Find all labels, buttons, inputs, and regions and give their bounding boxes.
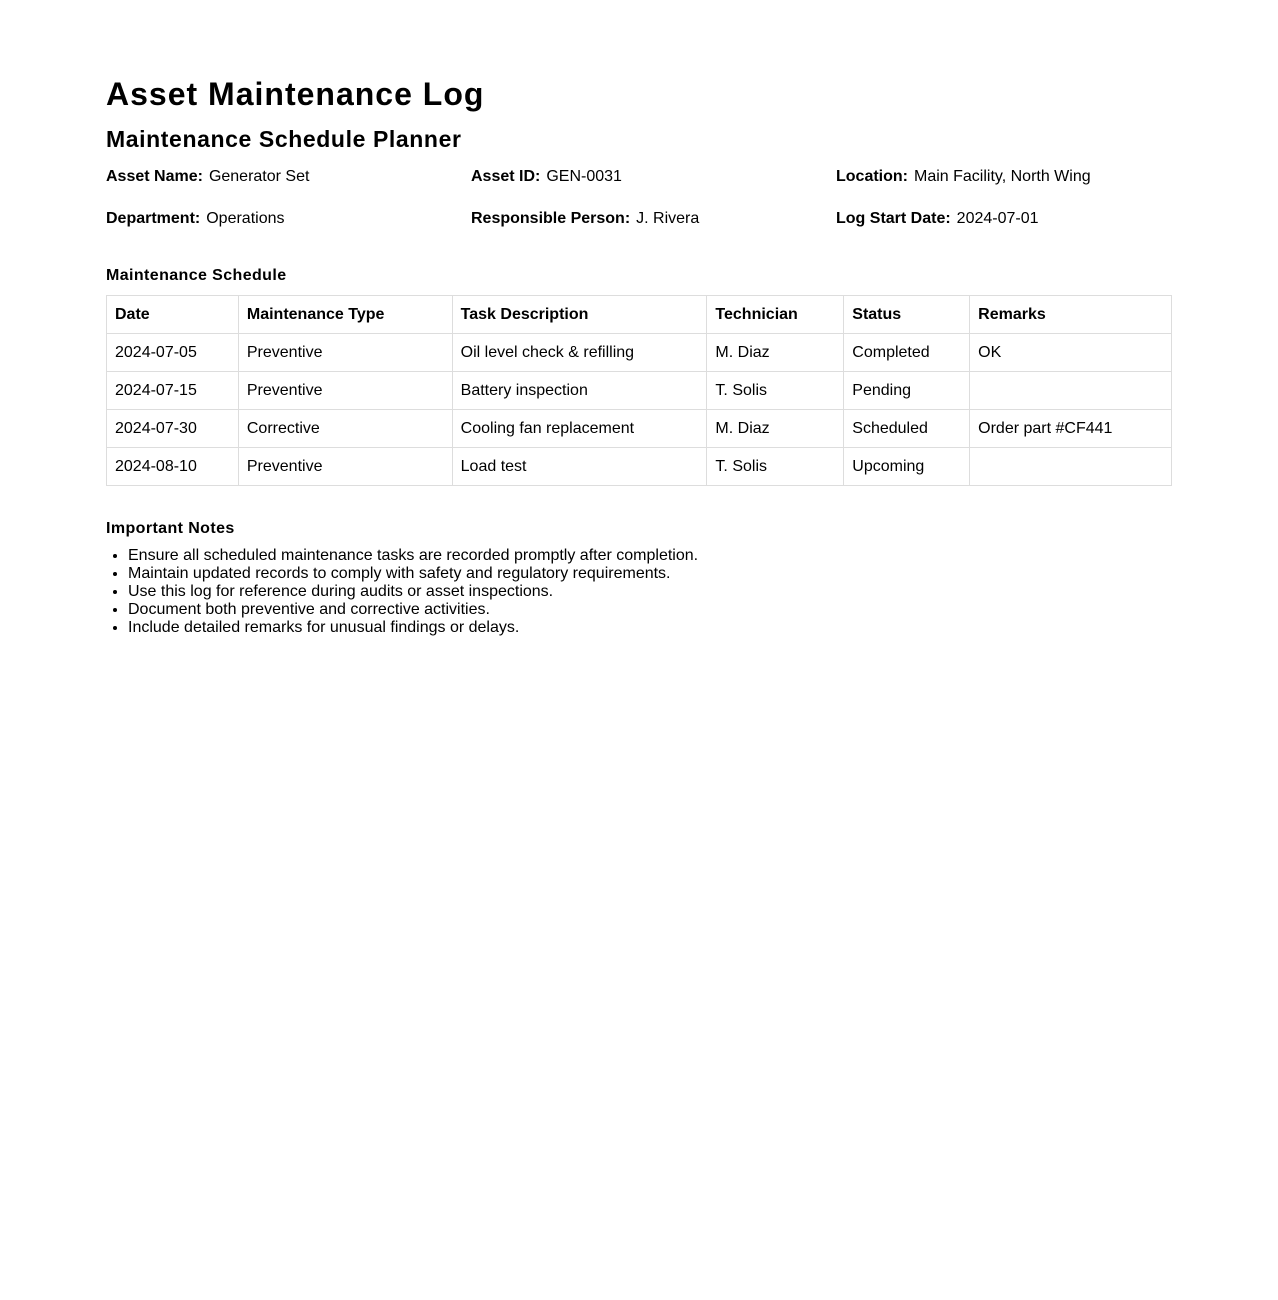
table-row xyxy=(107,334,1172,372)
meta-responsible-person xyxy=(471,208,836,230)
cell-maintenance-type: Corrective xyxy=(238,410,452,448)
cell-technician: T. Solis xyxy=(707,372,844,410)
table-header-row xyxy=(107,296,1172,334)
meta-label: Location: xyxy=(836,168,908,185)
maintenance-schedule-table xyxy=(106,295,1172,486)
meta-value: Operations xyxy=(206,210,285,227)
column-header-remarks: Remarks xyxy=(970,296,1172,334)
cell-maintenance-type: Preventive xyxy=(238,372,452,410)
document-title: Asset Maintenance Log xyxy=(106,76,485,112)
asset-info-grid xyxy=(106,166,1172,230)
column-header-date: Date xyxy=(107,296,239,334)
cell-date: 2024-07-05 xyxy=(107,334,239,372)
cell-task-description: Cooling fan replacement xyxy=(452,410,707,448)
cell-maintenance-type: Preventive xyxy=(238,334,452,372)
cell-technician: T. Solis xyxy=(707,448,844,486)
cell-maintenance-type: Preventive xyxy=(238,448,452,486)
list-item: • Document both preventive and corrective activities. xyxy=(128,601,1172,619)
meta-value: 2024-07-01 xyxy=(956,210,1039,227)
meta-label: Department: xyxy=(106,210,201,227)
column-header-status: Status xyxy=(844,296,970,334)
meta-location xyxy=(836,166,1172,188)
cell-date: 2024-07-15 xyxy=(107,372,239,410)
list-item: • Use this log for reference during audits or asset inspections. xyxy=(128,583,1172,601)
meta-value: J. Rivera xyxy=(636,210,700,227)
cell-remarks: OK xyxy=(970,334,1172,372)
meta-label: Log Start Date: xyxy=(836,210,951,227)
document-page xyxy=(0,0,1278,637)
table-row xyxy=(107,372,1172,410)
list-item: • Maintain updated records to comply with safety and regulatory requirements. xyxy=(128,565,1172,583)
column-header-technician: Technician xyxy=(707,296,844,334)
meta-label: Responsible Person: xyxy=(471,210,631,227)
meta-value: Generator Set xyxy=(208,168,310,185)
notes-section-title: Important Notes xyxy=(106,520,235,537)
list-item: • Ensure all scheduled maintenance tasks are recorded promptly after completion. xyxy=(128,547,1172,565)
meta-label: Asset ID: xyxy=(471,168,541,185)
notes-list xyxy=(106,547,1172,637)
cell-technician: M. Diaz xyxy=(707,334,844,372)
cell-task-description: Battery inspection xyxy=(452,372,707,410)
cell-task-description: Load test xyxy=(452,448,707,486)
column-header-task-description: Task Description xyxy=(452,296,707,334)
meta-asset-id xyxy=(471,166,836,188)
table-row xyxy=(107,410,1172,448)
meta-log-start-date xyxy=(836,208,1172,230)
cell-status: Completed xyxy=(844,334,970,372)
table-row xyxy=(107,448,1172,486)
list-item: • Include detailed remarks for unusual findings or delays. xyxy=(128,619,1172,637)
cell-remarks: Order part #CF441 xyxy=(970,410,1172,448)
meta-value: GEN-0031 xyxy=(546,168,622,185)
cell-status: Scheduled xyxy=(844,410,970,448)
cell-remarks xyxy=(970,448,1172,486)
cell-remarks xyxy=(970,372,1172,410)
cell-status: Upcoming xyxy=(844,448,970,486)
cell-date: 2024-07-30 xyxy=(107,410,239,448)
document-subtitle: Maintenance Schedule Planner xyxy=(106,126,462,152)
cell-date: 2024-08-10 xyxy=(107,448,239,486)
cell-status: Pending xyxy=(844,372,970,410)
cell-technician: M. Diaz xyxy=(707,410,844,448)
meta-value: Main Facility, North Wing xyxy=(914,168,1091,185)
meta-label: Asset Name: xyxy=(106,168,203,185)
column-header-maintenance-type: Maintenance Type xyxy=(238,296,452,334)
meta-department xyxy=(106,208,471,230)
schedule-section-title: Maintenance Schedule xyxy=(106,267,287,284)
meta-asset-name xyxy=(106,166,471,188)
cell-task-description: Oil level check & refilling xyxy=(452,334,707,372)
